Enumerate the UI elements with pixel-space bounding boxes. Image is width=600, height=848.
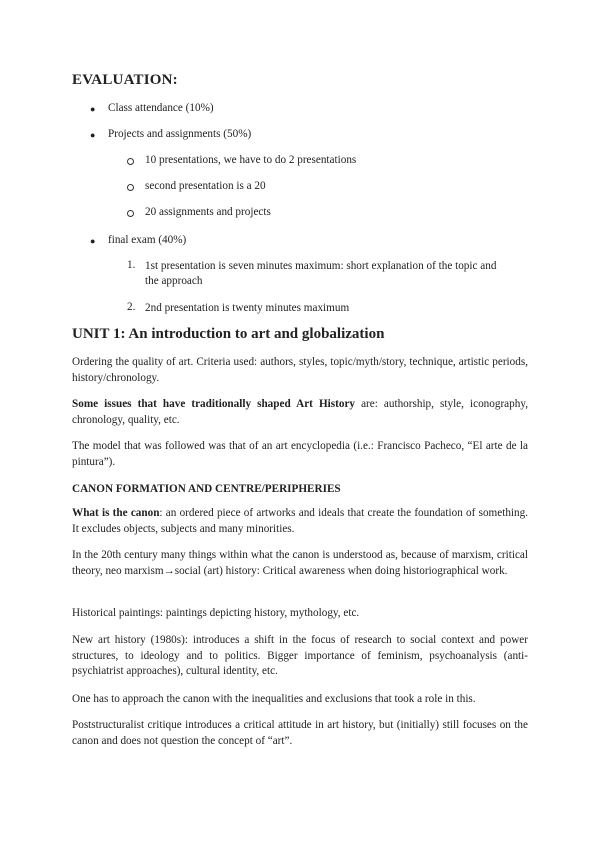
number-marker: 2. xyxy=(127,301,136,313)
paragraph: The model that was followed was that of an art encyclopedia (i.e.: Francisco Pacheco, “El arte de la pintura”). xyxy=(72,440,528,468)
bold-lead: What is the canon xyxy=(72,507,160,519)
bullet-icon: ● xyxy=(90,104,96,114)
paragraph xyxy=(72,397,528,428)
section-heading: CANON FORMATION AND CENTRE/PERIPHERIES xyxy=(72,483,341,495)
circle-bullet-icon xyxy=(127,158,134,165)
sub-list-item: second presentation is a 20 xyxy=(145,180,266,192)
list-item: Class attendance (10%) xyxy=(108,102,214,114)
numbered-item: 2nd presentation is twenty minutes maximum xyxy=(145,302,350,314)
list-item: Projects and assignments (50%) xyxy=(108,128,252,140)
paragraph: Poststructuralist critique introduces a critical attitude in art history, but (initially) still focuses on the canon and does not question the concept of “art”. xyxy=(72,719,528,747)
circle-bullet-icon xyxy=(127,184,134,191)
circle-bullet-icon xyxy=(127,210,134,217)
list-item: final exam (40%) xyxy=(108,234,187,246)
unit-heading: UNIT 1: An introduction to art and globalization xyxy=(72,326,385,342)
numbered-item: 1st presentation is seven minutes maximum: short explanation of the topic and xyxy=(145,260,497,272)
paragraph: Ordering the quality of art. Criteria used: authors, styles, topic/myth/story, technique, artistic periods, history/chronology. xyxy=(72,356,528,384)
bold-lead: Some issues that have traditionally shaped Art History xyxy=(72,398,356,410)
evaluation-heading: EVALUATION: xyxy=(72,72,178,88)
number-marker: 1. xyxy=(127,259,136,271)
paragraph: Historical paintings: paintings depicting history, mythology, etc. xyxy=(72,607,360,619)
bullet-icon: ● xyxy=(90,130,96,140)
paragraph-rest: : an ordered piece of artworks and ideals that create the foundation of something. It excludes objects, subjects and many minorities. xyxy=(72,507,529,535)
numbered-item-continuation: the approach xyxy=(145,275,203,287)
sub-list-item: 20 assignments and projects xyxy=(145,206,271,218)
paragraph xyxy=(72,506,528,537)
paragraph: In the 20th century many things within what the canon is understood as, because of marxism, critical theory, neo marxism→social (art) history: Critical awareness when doing historiographical work. xyxy=(72,549,528,577)
bullet-icon: ● xyxy=(90,236,96,246)
sub-list-item: 10 presentations, we have to do 2 presentations xyxy=(145,154,357,166)
paragraph: New art history (1980s): introduces a shift in the focus of research to social context and power structures, to ideology and to politics. Bigger importance of feminism, psychoanalysis (anti-psychiatrist approaches), cultural identity, etc. xyxy=(72,634,528,677)
paragraph: One has to approach the canon with the inequalities and exclusions that took a role in this. xyxy=(72,693,476,705)
paragraph-rest: are: authorship, style, iconography, chronology, quality, etc. xyxy=(72,398,528,426)
